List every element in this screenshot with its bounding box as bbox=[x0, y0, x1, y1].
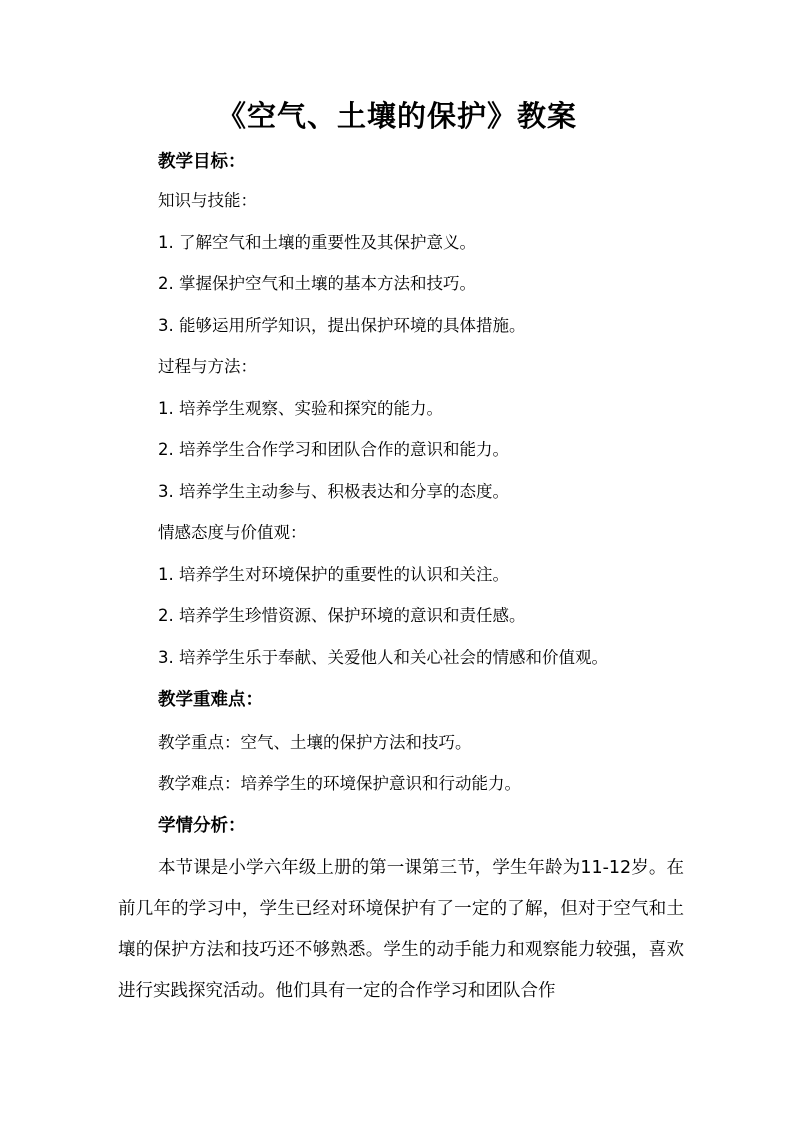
process-item-3: 3. 培养学生主动参与、积极表达和分享的态度。 bbox=[158, 482, 509, 501]
process-item-1: 1. 培养学生观察、实验和探究的能力。 bbox=[158, 399, 443, 418]
emotion-item-3: 3. 培养学生乐于奉献、关爱他人和关心社会的情感和价值观。 bbox=[158, 648, 608, 667]
emotion-item-2: 2. 培养学生珍惜资源、保护环境的意识和责任感。 bbox=[158, 606, 526, 625]
key-difficulty: 教学难点：培养学生的环境保护意识和行动能力。 bbox=[158, 774, 521, 793]
analysis-heading: 学情分析： bbox=[158, 816, 246, 836]
objectives-heading: 教学目标： bbox=[158, 152, 246, 172]
process-item-2: 2. 培养学生合作学习和团队合作的意识和能力。 bbox=[158, 440, 509, 459]
document-title: 《空气、土壤的保护》教案 bbox=[216, 99, 577, 133]
analysis-paragraph: 本节课是小学六年级上册的第一课第三节，学生年龄为11-12岁。在前几年的学习中，学生已经对环境保护有了一定的了解，但对于空气和土壤的保护方法和技巧还不够熟悉。学生的动手能力和观察能力较强，喜欢进行实践探究活动。他们具有一定的合作学习和团队合作 bbox=[118, 858, 684, 1001]
knowledge-item-2: 2. 掌握保护空气和土壤的基本方法和技巧。 bbox=[158, 274, 476, 293]
key-points-heading: 教学重难点： bbox=[158, 690, 263, 710]
key-focus: 教学重点：空气、土壤的保护方法和技巧。 bbox=[158, 733, 472, 752]
knowledge-item-1: 1. 了解空气和土壤的重要性及其保护意义。 bbox=[158, 233, 476, 252]
knowledge-label: 知识与技能： bbox=[158, 191, 257, 210]
process-label: 过程与方法： bbox=[158, 357, 257, 376]
knowledge-item-3: 3. 能够运用所学知识，提出保护环境的具体措施。 bbox=[158, 316, 526, 335]
emotion-label: 情感态度与价值观： bbox=[158, 523, 307, 542]
emotion-item-1: 1. 培养学生对环境保护的重要性的认识和关注。 bbox=[158, 565, 509, 584]
